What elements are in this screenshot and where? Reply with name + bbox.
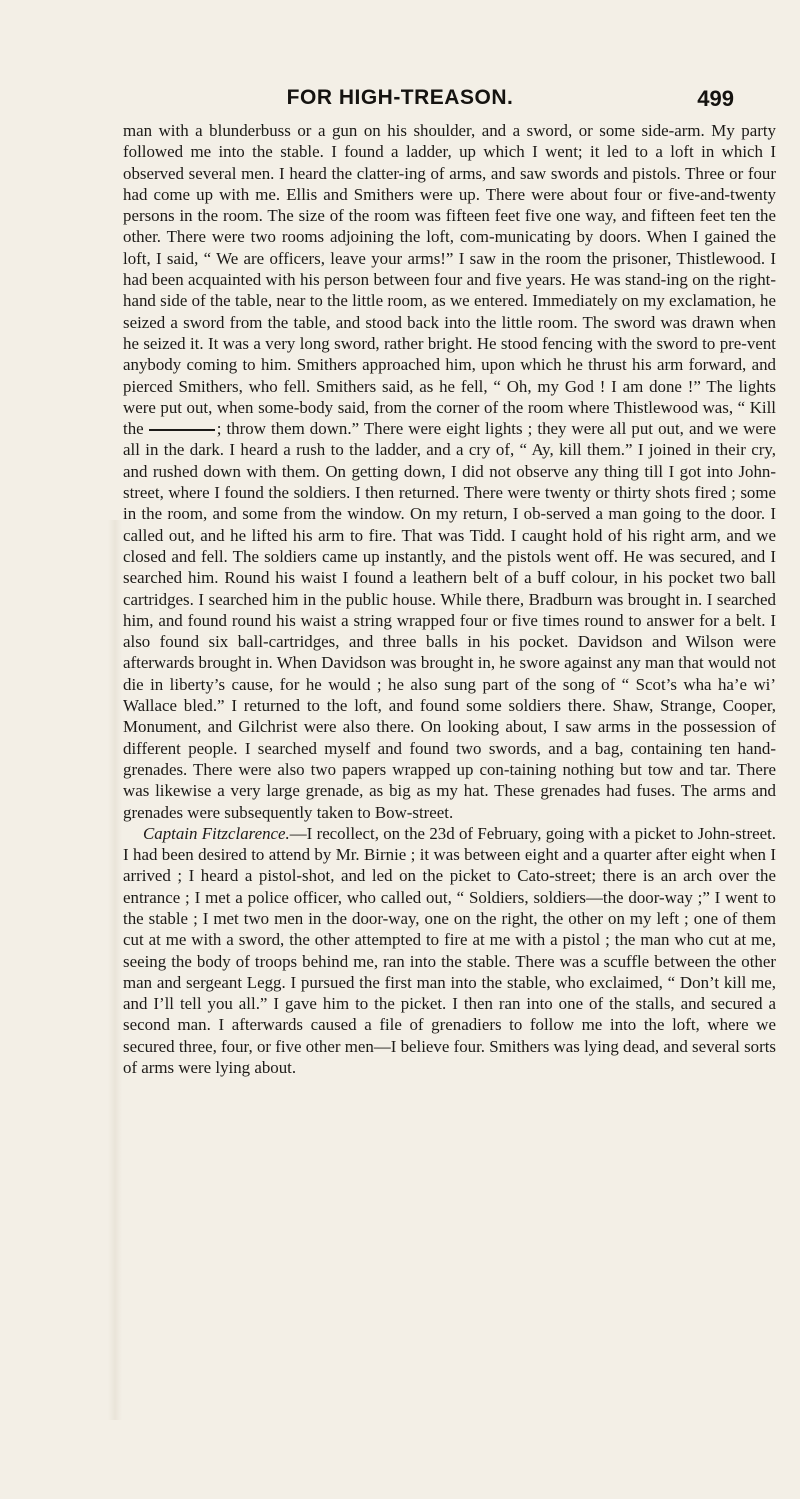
speaker-name: Captain Fitzclarence.: [143, 823, 290, 843]
paragraph-fitzclarence: [123, 823, 776, 1079]
paragraph-text: —I recollect, on the 23d of February, going with a picket to John-street. I had been desired to attend by Mr. Birnie ; it was between eight and a quarter after eight when I arrived ; I heard a pistol-shot, and led on the picket to Cato-street; there is an arch over the entrance ; I met a police officer, who called out, “ Soldiers, soldiers—the door-way ;” I went to the stable ; I met two men in the door-way, one on the right, the other on my left ; one of them cut at me with a sword, the other attempted to fire at me with a pistol ; the man who cut at me, seeing the body of troops behind me, ran into the stable. There was a scuffle between the other man and sergeant Legg. I pursued the first man into the stable, who exclaimed, “ Don’t kill me, and I’ll tell you all.” I gave him to the picket. I then ran into one of the stalls, and secured a second man. I afterwards caused a file of grenadiers to follow me into the loft, where we secured three, four, or five other men—I believe four. Smithers was lying dead, and several sorts of arms were lying about.: [123, 823, 776, 1078]
paragraph-testimony: [123, 120, 776, 823]
page-number: 499: [697, 86, 734, 111]
gutter-shadow: [108, 520, 122, 1420]
redaction-dash: [149, 429, 215, 431]
body-text: [123, 120, 776, 1078]
paragraph-text: man with a blunderbuss or a gun on his shoulder, and a sword, or some side-arm. My party followed me into the stable. I found a ladder, up which I went; it led to a loft in which I observed several men. I heard the clatter-ing of arms, and saw swords and pistols. Three or four had come up with me. Ellis and Smithers were up. There were about four or five-and-twenty persons in the room. The size of the room was fifteen feet five one way, and fifteen feet ten the other. There were two rooms adjoining the loft, com-municating by doors. When I gained the loft, I said, “ We are officers, leave your arms!” I saw in the room the prisoner, Thistlewood. I had been acquainted with his person between four and five years. He was stand-ing on the right-hand side of the table, near to the little room, as we entered. Immediately on my exclamation, he seized a sword from the table, and stood back into the little room. The sword was drawn when he seized it. It was a very long sword, rather bright. He stood fencing with the sword to pre-vent anybody coming to him. Smithers approached him, upon which he thrust his arm forward, and pierced Smithers, who fell. Smithers said, as he fell, “ Oh, my God ! I am done !” The lights were put out, when some-body said, from the corner of the room where Thistlewood was, “ Kill the: [123, 121, 776, 439]
running-title: FOR HIGH-TREASON.: [286, 86, 514, 109]
paragraph-text-continued: ; throw them down.” There were eight lights ; they were all put out, and we were all in the dark. I heard a rush to the ladder, and a cry of, “ Ay, kill them.” I joined in their cry, and rushed down with them. On getting down, I did not observe any thing till I got into John-street, where I found the soldiers. I then returned. There were twenty or thirty shots fired ; some in the room, and some from the window. On my return, I ob-served a man going to the door. I called out, and he lifted his arm to fire. That was Tidd. I caught hold of his right arm, and we closed and fell. The soldiers came up instantly, and the pistols went off. He was secured, and I searched him. Round his waist I found a leathern belt of a buff colour, in his pocket two ball cartridges. I searched him in the public house. While there, Bradburn was brought in. I searched him, and found round his waist a string wrapped four or five times round to answer for a belt. I also found six ball-cartridges, and three balls in his pocket. Davidson and Wilson were afterwards brought in. When Davidson was brought in, he swore against any man that would not die in liberty’s cause, for he would ; he also sung part of the song of “ Scot’s wha ha’e wi’ Wallace bled.” I returned to the loft, and found some soldiers there. Shaw, Strange, Cooper, Monument, and Gilchrist were also there. On looking about, I saw arms in the possession of different people. I searched myself and found two swords, and a bag, containing ten hand-grenades. There were also two papers wrapped up con-taining nothing but tow and tar. There was likewise a very large grenade, as big as my hat. These grenades had fuses. The arms and grenades were subsequently taken to Bow-street.: [123, 419, 776, 822]
running-head: [0, 86, 800, 116]
